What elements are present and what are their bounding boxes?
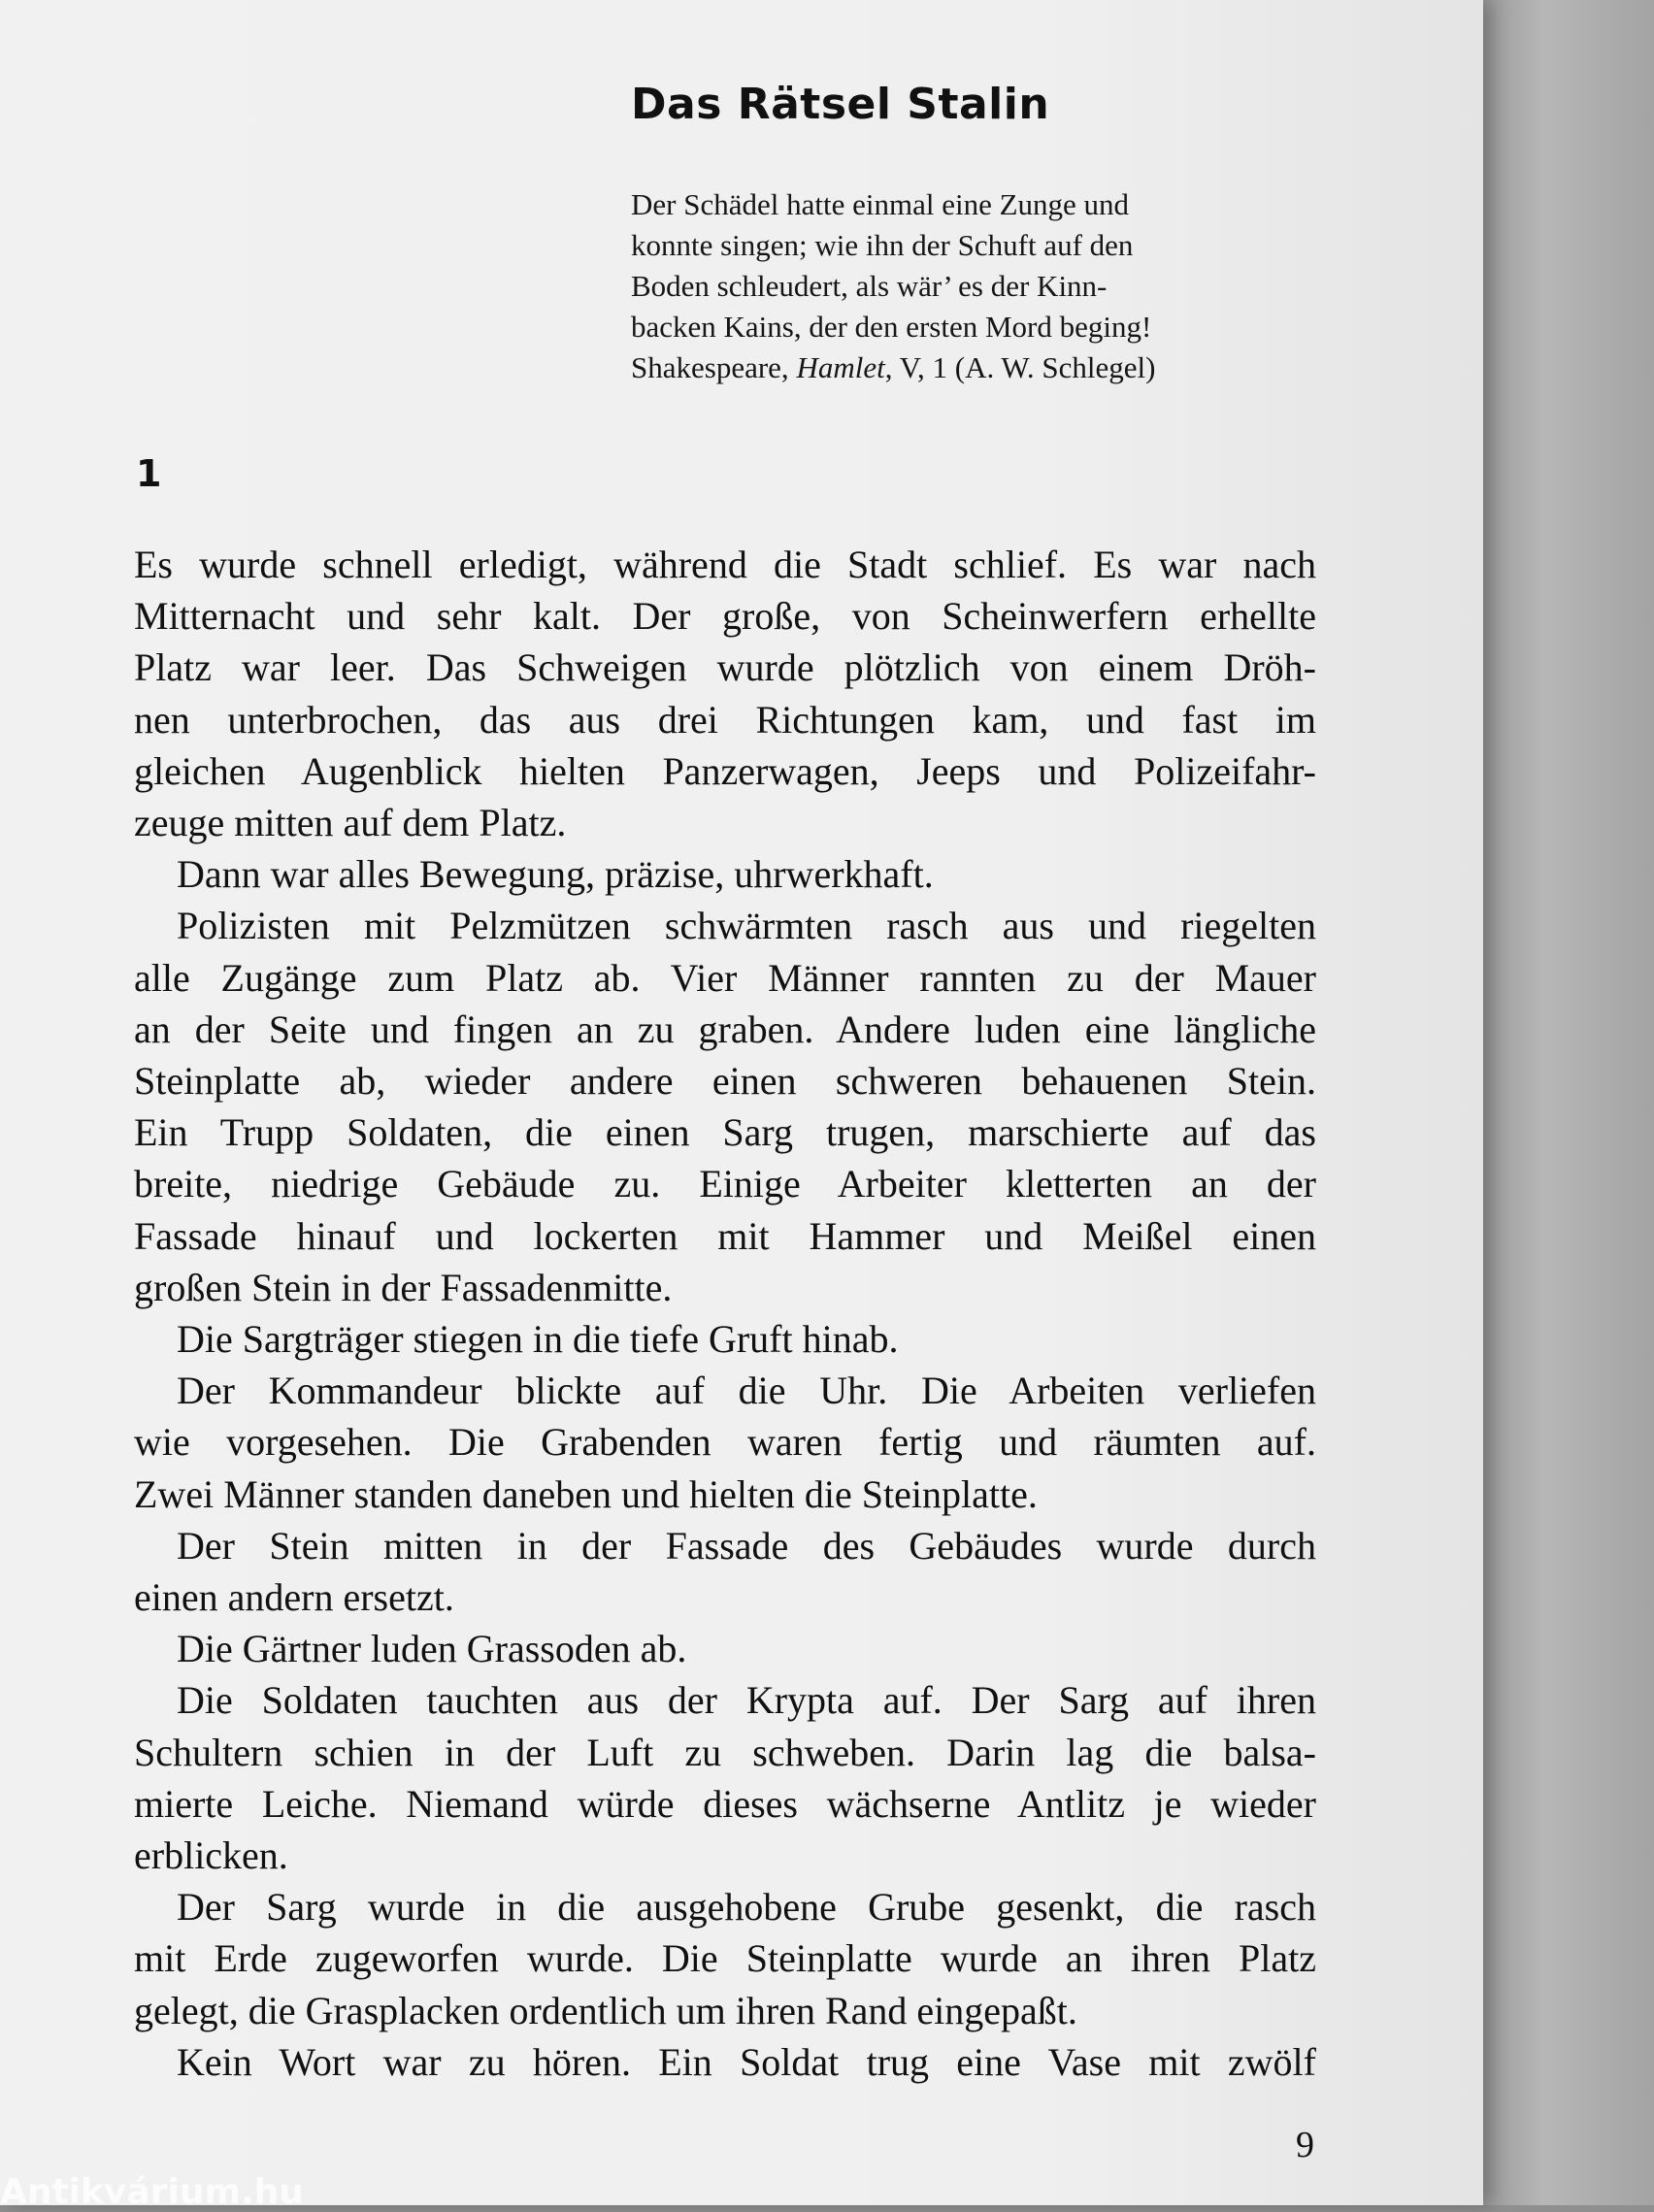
body-line: alle Zugänge zum Platz ab. Vier Männer rannten zu der Mauer <box>134 955 1316 1000</box>
body-line: Steinplatte ab, wieder andere einen schweren behauenen Stein. <box>134 1059 1316 1104</box>
body-line: mierte Leiche. Niemand würde dieses wächserne Antlitz je wieder <box>134 1781 1316 1826</box>
body-line: Der Kommandeur blickte auf die Uhr. Die Arbeiten verliefen <box>177 1369 1316 1413</box>
body-line: Die Sargträger stiegen in die tiefe Gruft hinab. <box>177 1317 899 1362</box>
body-line: Kein Wort war zu hören. Ein Soldat trug eine Vase mit zwölf <box>177 2039 1316 2084</box>
body-line: Die Gärtner luden Grassoden ab. <box>177 1627 687 1671</box>
book-spine-shadow <box>1483 0 1654 2205</box>
body-text <box>134 539 1316 2088</box>
epigraph-line: Boden schleudert, als wär’ es der Kinn- <box>631 269 1108 303</box>
body-line: Der Sarg wurde in die ausgehobene Grube gesenkt, die rasch <box>177 1885 1316 1930</box>
page-number: 9 <box>1296 2125 1314 2165</box>
body-line: Es wurde schnell erledigt, während die Stadt schlief. Es war nach <box>134 543 1316 586</box>
body-line: Ein Trupp Soldaten, die einen Sarg trugen, marschierte auf das <box>134 1110 1316 1155</box>
epigraph-reference: , V, 1 (A. W. Schlegel) <box>884 350 1156 384</box>
body-line: nen unterbrochen, das aus drei Richtungen kam, und fast im <box>134 697 1316 742</box>
epigraph-line: Der Schädel hatte einmal eine Zunge und <box>631 187 1130 221</box>
body-line: mit Erde zugeworfen wurde. Die Steinplatte wurde an ihren Platz <box>134 1936 1316 1981</box>
epigraph-author: Shakespeare, <box>631 350 789 384</box>
body-line: erblicken. <box>134 1833 288 1878</box>
epigraph <box>631 184 1291 388</box>
body-line: gelegt, die Grasplacken ordentlich um ihren Rand eingepaßt. <box>134 1988 1077 2032</box>
body-line: gleichen Augenblick hielten Panzerwagen, Jeeps und Polizeifahr- <box>134 748 1316 793</box>
body-line: Polizisten mit Pelzmützen schwärmten rasch aus und riegelten <box>177 904 1316 948</box>
body-line: Dann war alles Bewegung, präzise, uhrwerkhaft. <box>177 852 934 897</box>
body-line: großen Stein in der Fassadenmitte. <box>134 1265 673 1309</box>
epigraph-line: backen Kains, der den ersten Mord beging! <box>631 310 1152 344</box>
watermark: Antikvárium.hu <box>0 2172 304 2212</box>
section-number: 1 <box>136 452 162 495</box>
epigraph-line: konnte singen; wie ihn der Schuft auf den <box>631 228 1134 262</box>
body-line: breite, niedrige Gebäude zu. Einige Arbeiter kletterten an der <box>134 1162 1316 1206</box>
body-line: zeuge mitten auf dem Platz. <box>134 801 567 845</box>
body-line: Schultern schien in der Luft zu schweben. Darin lag die balsa- <box>134 1730 1316 1774</box>
body-line: Mitternacht und sehr kalt. Der große, von Scheinwerfern erhellte <box>134 594 1316 639</box>
body-line: Zwei Männer standen daneben und hielten die Steinplatte. <box>134 1471 1038 1516</box>
body-line: einen andern ersetzt. <box>134 1575 454 1620</box>
epigraph-work: Hamlet <box>796 350 885 384</box>
epigraph-attribution <box>631 347 1291 388</box>
body-line: Der Stein mitten in der Fassade des Gebäudes wurde durch <box>177 1523 1316 1568</box>
body-line: an der Seite und fingen an zu graben. Andere luden eine längliche <box>134 1007 1316 1051</box>
body-line: wie vorgesehen. Die Grabenden waren fertig und räumten auf. <box>134 1420 1316 1465</box>
body-line: Fassade hinauf und lockerten mit Hammer und Meißel einen <box>134 1213 1316 1258</box>
body-line: Die Soldaten tauchten aus der Krypta auf. Der Sarg auf ihren <box>177 1678 1316 1723</box>
body-line: Platz war leer. Das Schweigen wurde plötzlich von einem Dröh- <box>134 645 1316 690</box>
chapter-title: Das Rätsel Stalin <box>631 80 1050 129</box>
